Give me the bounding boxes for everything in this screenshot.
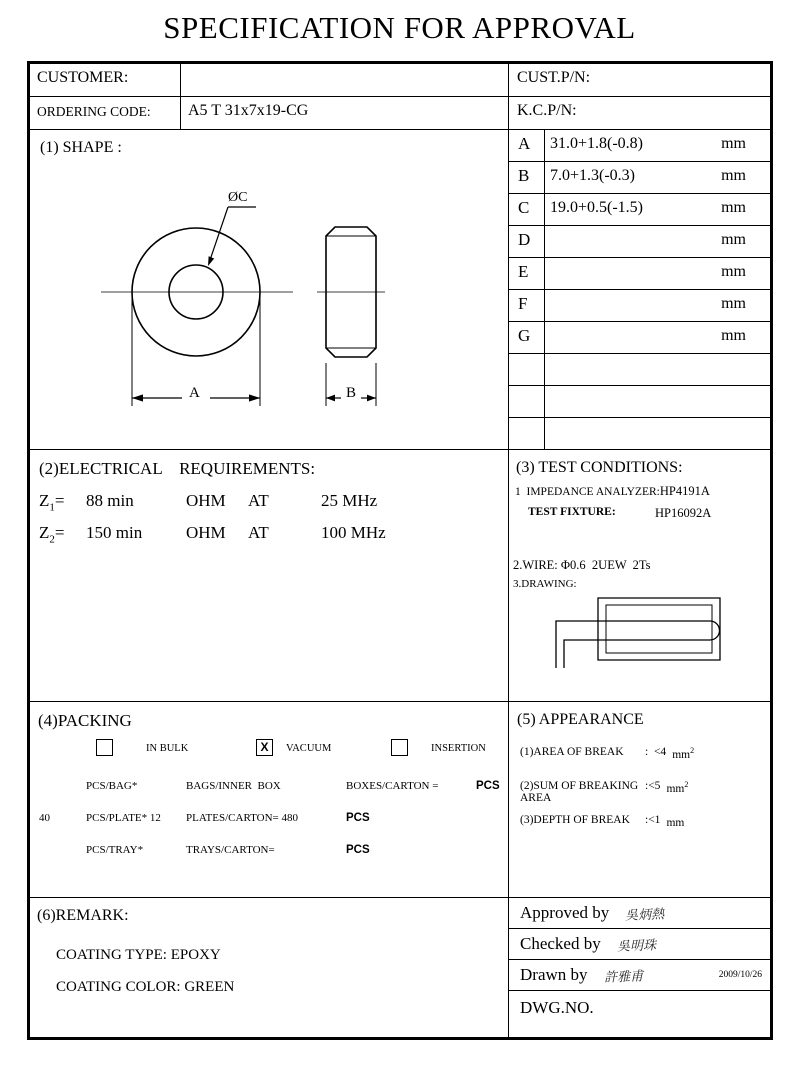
packing-row	[30, 812, 508, 828]
dim-unit: mm	[721, 135, 746, 152]
packing-cell: BOXES/CARTON =	[346, 780, 439, 792]
ordering-code-row	[30, 97, 770, 130]
drawn-by-label: Drawn by	[520, 965, 588, 984]
dim-key: F	[509, 290, 545, 321]
inner-diameter-label: ØC	[228, 190, 248, 205]
test-fixture-label: TEST FIXTURE:	[528, 506, 616, 518]
approved-by-row	[509, 898, 770, 929]
page-title: SPECIFICATION FOR APPROVAL	[163, 10, 636, 45]
packing-section	[30, 702, 508, 898]
test-conditions-title: (3) TEST CONDITIONS:	[516, 459, 683, 476]
packing-cell: PCS/PLATE* 12	[86, 812, 161, 824]
insertion-label: INSERTION	[431, 743, 486, 754]
dimension-row	[509, 162, 770, 194]
test-fixture-value: HP16092A	[655, 506, 712, 520]
dimension-row	[509, 290, 770, 322]
impedance-analyzer-value: HP4191A	[659, 484, 710, 498]
dimension-row	[509, 386, 770, 418]
spec-table	[27, 61, 773, 1040]
remark-line: COATING TYPE: EPOXY	[56, 947, 221, 963]
impedance-row-1	[30, 491, 508, 513]
dim-key	[509, 354, 545, 385]
impedance-value: 88 min	[86, 491, 134, 510]
approved-by-label: Approved by	[520, 903, 610, 922]
approved-signature: 吳炳熱	[625, 905, 665, 923]
vacuum-label: VACUUM	[286, 743, 332, 754]
shape-section-title: (1) SHAPE :	[40, 139, 122, 156]
packing-cell: PLATES/CARTON= 480	[186, 812, 298, 824]
packing-section-title: (4)PACKING	[38, 711, 132, 730]
dim-key: B	[509, 162, 545, 193]
dim-value: 7.0+1.3(-0.3)	[550, 167, 636, 184]
insertion-checkbox	[391, 739, 408, 756]
packing-cell: PCS/BAG*	[86, 780, 138, 792]
test-drawing	[542, 596, 732, 670]
dimension-row	[509, 258, 770, 290]
appearance-item: (2)SUM OF BREAKING AREA :<5 $mm^2$	[520, 780, 689, 804]
drawn-date: 2009/10/26	[718, 970, 762, 980]
dim-key	[509, 386, 545, 417]
drawing-label: 3.DRAWING:	[513, 578, 577, 590]
checked-by-row	[509, 929, 770, 960]
checked-by-label: Checked by	[520, 934, 601, 953]
in-bulk-label: IN BULK	[146, 743, 189, 754]
packing-row	[30, 780, 508, 796]
electrical-section-title: (2)ELECTRICAL REQUIREMENTS:	[39, 459, 316, 478]
dim-unit: mm	[721, 327, 746, 344]
packing-pcs: PCS	[346, 812, 370, 824]
customer-label: CUSTOMER:	[30, 64, 181, 96]
packing-cell: BAGS/INNER BOX	[186, 780, 281, 792]
checked-signature: 吳明珠	[616, 936, 657, 954]
dimension-row	[509, 418, 770, 450]
impedance-row-2	[30, 523, 508, 545]
dimension-table	[509, 130, 770, 450]
dim-value: 19.0+0.5(-1.5)	[550, 199, 644, 216]
dim-key: E	[509, 258, 545, 289]
dim-key: D	[509, 226, 545, 257]
dim-unit: mm	[721, 199, 746, 216]
dwg-no-label: DWG.NO.	[520, 998, 594, 1017]
customer-row	[30, 64, 770, 97]
electrical-section	[30, 450, 508, 702]
dimension-row	[509, 226, 770, 258]
table-body	[30, 130, 770, 1037]
appearance-item: (1)AREA OF BREAK : <4 $mm^2$	[520, 746, 695, 761]
dim-unit: mm	[721, 295, 746, 312]
dim-key: G	[509, 322, 545, 353]
packing-pcs: PCS	[346, 844, 370, 856]
cust-pn-label: CUST.P/N:	[517, 69, 591, 86]
packing-row	[30, 844, 508, 860]
dimension-row	[509, 354, 770, 386]
vacuum-checkbox: X	[256, 739, 273, 756]
dim-a-label: A	[189, 385, 200, 401]
dimension-row	[509, 322, 770, 354]
packing-cell: PCS/TRAY*	[86, 844, 144, 856]
impedance-symbol: $Z_1=$	[39, 491, 65, 514]
dim-unit: mm	[721, 167, 746, 184]
impedance-unit: OHM	[186, 491, 226, 510]
appearance-item: (3)DEPTH OF BREAK :<1 mm	[520, 814, 685, 829]
dim-key	[509, 418, 545, 449]
test-conditions-section	[509, 450, 770, 702]
packing-qty: 40	[39, 812, 50, 824]
dimension-row	[509, 130, 770, 162]
impedance-symbol: $Z_2=$	[39, 523, 65, 546]
kc-pn-label: K.C.P/N:	[517, 102, 577, 119]
right-pane	[509, 130, 770, 1037]
packing-pcs: PCS	[476, 780, 500, 792]
impedance-analyzer-line: 1 IMPEDANCE ANALYZER:HP4191A	[515, 484, 710, 498]
remark-line: COATING COLOR: GREEN	[56, 979, 235, 995]
ordering-code-value: A5 T 31x7x19-CG	[181, 97, 509, 129]
packing-cell: TRAYS/CARTON=	[186, 844, 275, 856]
remark-section-title: (6)REMARK:	[37, 907, 129, 924]
impedance-value: 150 min	[86, 523, 143, 542]
customer-value-cell	[181, 64, 509, 96]
remark-section	[30, 898, 508, 1037]
left-pane	[30, 130, 509, 1037]
drawn-signature: 許雅甫	[603, 967, 643, 985]
dim-b-label: B	[346, 385, 357, 401]
dim-unit: mm	[721, 263, 746, 280]
dimension-row	[509, 194, 770, 226]
dim-key: C	[509, 194, 545, 225]
drawn-by-row	[509, 960, 770, 991]
impedance-at: AT	[248, 491, 269, 510]
impedance-unit: OHM	[186, 523, 226, 542]
ordering-code-label: ORDERING CODE:	[30, 97, 181, 129]
approval-section	[509, 898, 770, 1037]
impedance-at: AT	[248, 523, 269, 542]
shape-section	[30, 130, 508, 450]
impedance-freq: 100 MHz	[321, 523, 386, 542]
dim-value: 31.0+1.8(-0.8)	[550, 135, 644, 152]
appearance-section-title: (5) APPEARANCE	[517, 711, 644, 728]
appearance-section	[509, 702, 770, 898]
shape-drawing	[30, 130, 509, 448]
dim-unit: mm	[721, 231, 746, 248]
impedance-freq: 25 MHz	[321, 491, 378, 510]
in-bulk-checkbox	[96, 739, 113, 756]
dim-key: A	[509, 130, 545, 161]
wire-spec: 2.WIRE: Φ0.6 2UEW 2Ts	[513, 558, 651, 572]
